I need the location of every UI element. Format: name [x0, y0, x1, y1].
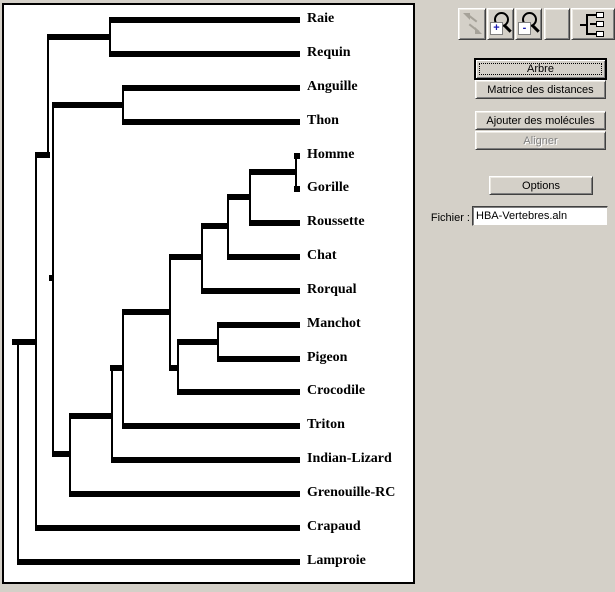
options-button[interactable] — [489, 176, 593, 195]
leaf-label: Indian-Lizard — [307, 451, 392, 466]
leaf-label: Chat — [307, 248, 337, 263]
fichier-input[interactable]: HBA-Vertebres.aln — [472, 206, 608, 226]
leaf-label: Lamproie — [307, 553, 366, 568]
leaf-label: Requin — [307, 45, 351, 60]
minus-icon: - — [518, 22, 531, 35]
leaf-label: Grenouille-RC — [307, 485, 396, 500]
navigate-button — [458, 8, 486, 40]
leaf-label: Triton — [307, 417, 345, 432]
options-button-label: Options — [522, 179, 560, 192]
aligner-button — [475, 131, 606, 150]
fichier-label: Fichier : — [430, 212, 470, 224]
leaf-label: Rorqual — [307, 282, 357, 297]
blank-toolbar-button[interactable] — [544, 8, 570, 40]
zoom-out-button[interactable] — [515, 8, 542, 40]
arbre-button-label: Arbre — [527, 63, 554, 75]
leaf-label: Crapaud — [307, 519, 361, 534]
ajouter-button-label: Ajouter des molécules — [486, 114, 595, 127]
leaf-label: Anguille — [307, 79, 358, 94]
leaf-label: Gorille — [307, 180, 349, 195]
arbre-button[interactable] — [475, 59, 606, 79]
zoom-in-button[interactable] — [487, 8, 514, 40]
leaf-label: Raie — [307, 11, 335, 26]
tree-view-button[interactable] — [571, 8, 615, 40]
matrice-button-label: Matrice des distances — [487, 83, 594, 96]
leaf-label: Homme — [307, 147, 355, 162]
leaf-label: Thon — [307, 113, 339, 128]
aligner-button-label: Aligner — [523, 134, 558, 147]
leaf-label: Roussette — [307, 214, 365, 229]
phylogenetic-tree-panel — [2, 3, 415, 584]
leaf-label: Pigeon — [307, 350, 348, 365]
matrice-distances-button[interactable] — [475, 80, 606, 99]
plus-icon: + — [490, 22, 503, 35]
leaf-label: Manchot — [307, 316, 361, 331]
ajouter-molecules-button[interactable] — [475, 111, 606, 130]
leaf-label: Crocodile — [307, 383, 366, 398]
